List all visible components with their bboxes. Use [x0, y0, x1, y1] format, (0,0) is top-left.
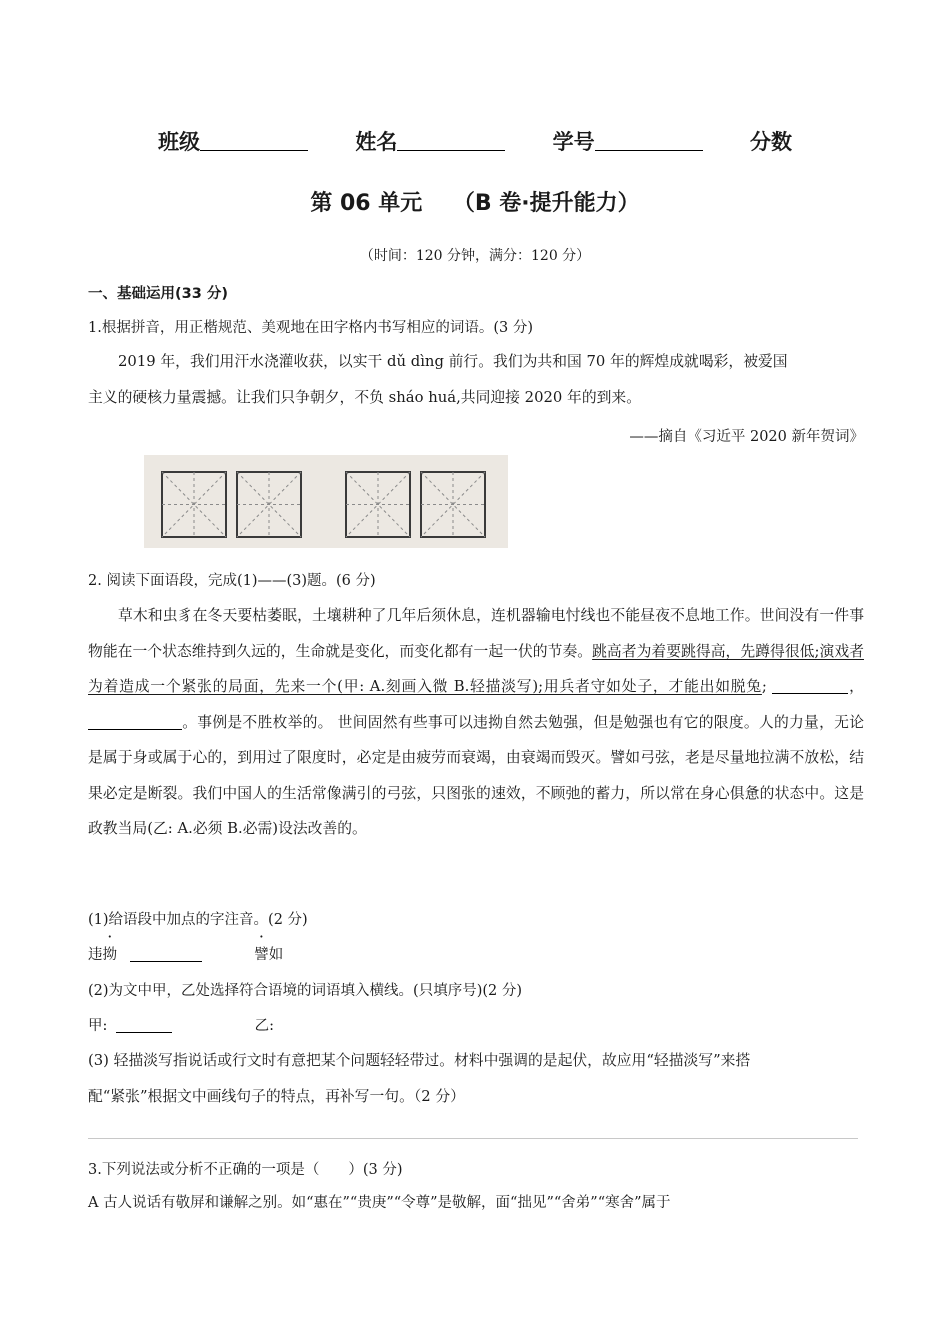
q2-sub1-items: 违拗 譬如 [88, 943, 283, 964]
jia-blank[interactable] [116, 1016, 172, 1033]
q2-sub3 [88, 1043, 864, 1114]
class-field: 班级 [158, 126, 308, 156]
q2-passage-b: 。事例是不胜枚举的。 世间固然有些事可以违拗自然去勉强，但是勉强也有它的限度。人的力量，无论是属于身或属于心的，到用过了限度时，必定是由疲劳而衰竭，由衰竭而毁灭。譬如弓弦，老是尽量地拉满不放松，结果必定是断裂。我们中国人的生活常像满引的弓弦，只图张的速效，不顾弛的蓄力，所以常在身心俱惫的状态中。这是政教当局(乙: A.必须 B.必需)设法改善的。 [88, 713, 864, 837]
id-blank[interactable] [595, 130, 703, 151]
q3-prompt: 3.下列说法或分析不正确的一项是（ ）(3 分) [88, 1162, 403, 1178]
q1-line-1: 2019 年，我们用汗水浇灌收获，以实干 dǔ dìng 前行。我们为共和国 70 年的辉煌成就喝彩，被爱国 [118, 353, 788, 370]
dotted-char-ao: 拗 [102, 947, 117, 963]
divider [88, 1138, 858, 1139]
tianzige-grid-svg [144, 455, 508, 548]
exam-info: （时间：120 分钟，满分：120 分） [359, 248, 591, 264]
q2-sub3-line-2: 配“紧张”根据文中画线句子的特点，再补写一句。（2 分） [88, 1087, 465, 1105]
dotted-char-pi: 譬 [254, 947, 269, 963]
q2-sub1-prompt: (1)给语段中加点的字注音。(2 分) [88, 912, 308, 928]
tianzige-writing-grid[interactable] [144, 455, 508, 548]
page-title: 第 06 单元 （B 卷·提升能力） [310, 191, 640, 216]
q3-option-a[interactable]: A 古人说话有敬屏和谦解之别。如“惠在”“贵庚”“令尊”是敬解，面“拙见”“舍弟”“寒舍”属于 [88, 1195, 671, 1211]
q2-passage-a: 草木和虫豸在冬天要枯萎眠，土壤耕种了几年后须休息，连机器输电忖线也不能昼夜不息地工作。世间没有一件事物能在一个状态维持到久远的，生命就是变化，而变化都有一起一伏的节奏。 [88, 607, 864, 660]
name-blank[interactable] [397, 130, 505, 151]
q2-sub2-answers: 甲: 乙: [88, 1018, 274, 1034]
q2-sub3-line-1: (3) 轻描淡写指说话或行文时有意把某个问题轻轻带过。材料中强调的是起伏，故应用“轻描淡写”来搭 [88, 1052, 751, 1069]
name-field: 姓名 [355, 126, 505, 156]
id-field: 学号 [553, 126, 703, 156]
q1-passage [88, 344, 864, 415]
student-info-header [0, 126, 950, 156]
pinyin-blank-1[interactable] [130, 945, 202, 962]
q2-passage: 草木和虫豸在冬天要枯萎眠，土壤耕种了几年后须休息，连机器输电忖线也不能昼夜不息地工作。世间没有一件事物能在一个状态维持到久远的，生命就是变化，而变化都有一起一伏的节奏。跳高者为着要跳得高，先蹲得很低;演戏者为着造成一个紧张的局面，先来一个(甲: A.刻画入微 B.轻描淡写);用兵者守如处子，才能出如脱兔; ，。事例是不胜枚举的。 世间固然有些事可以违拗自然去勉强，但是勉强也有它的限度。人的力量，无论是属于身或属于心的，到用过了限度时，必定是由疲劳而衰竭，由衰竭而毁灭。譬如弓弦，老是尽量地拉满不放松，结果必定是断裂。我们中国人的生活常像满引的弓弦，只图张的速效，不顾弛的蓄力，所以常在身心俱惫的状态中。这是政教当局(乙: A.必须 B.必需)设法改善的。 [88, 607, 864, 837]
q2-blank-2[interactable] [88, 713, 182, 730]
class-blank[interactable] [200, 130, 308, 151]
q2-prompt: 2. 阅读下面语段，完成(1)——(3)题。(6 分) [88, 573, 376, 589]
q2-underlined-sentence: 跳高者为着要跳得高，先蹲得很低;演戏者为着造成一个紧张的局面，先来一个(甲: A.刻画入微 B.轻描淡写);用兵者守如处子，才能出如脱兔 [88, 642, 864, 695]
q1-prompt: 1.根据拼音，用正楷规范、美观地在田字格内书写相应的词语。(3 分) [88, 320, 533, 336]
score-field: 分数 [749, 130, 792, 154]
q1-line-2: 主义的硬核力量震撼。让我们只争朝夕，不负 sháo huá,共同迎接 2020 年的到来。 [88, 388, 642, 406]
q2-blank-1[interactable] [772, 677, 848, 694]
q2-sub2-prompt: (2)为文中甲，乙处选择符合语境的词语填入横线。(只填序号)(2 分) [88, 983, 522, 999]
section-heading: 一、基础运用(33 分) [88, 286, 228, 302]
q1-source: ——摘自《习近平 2020 新年贺词》 [629, 429, 864, 445]
